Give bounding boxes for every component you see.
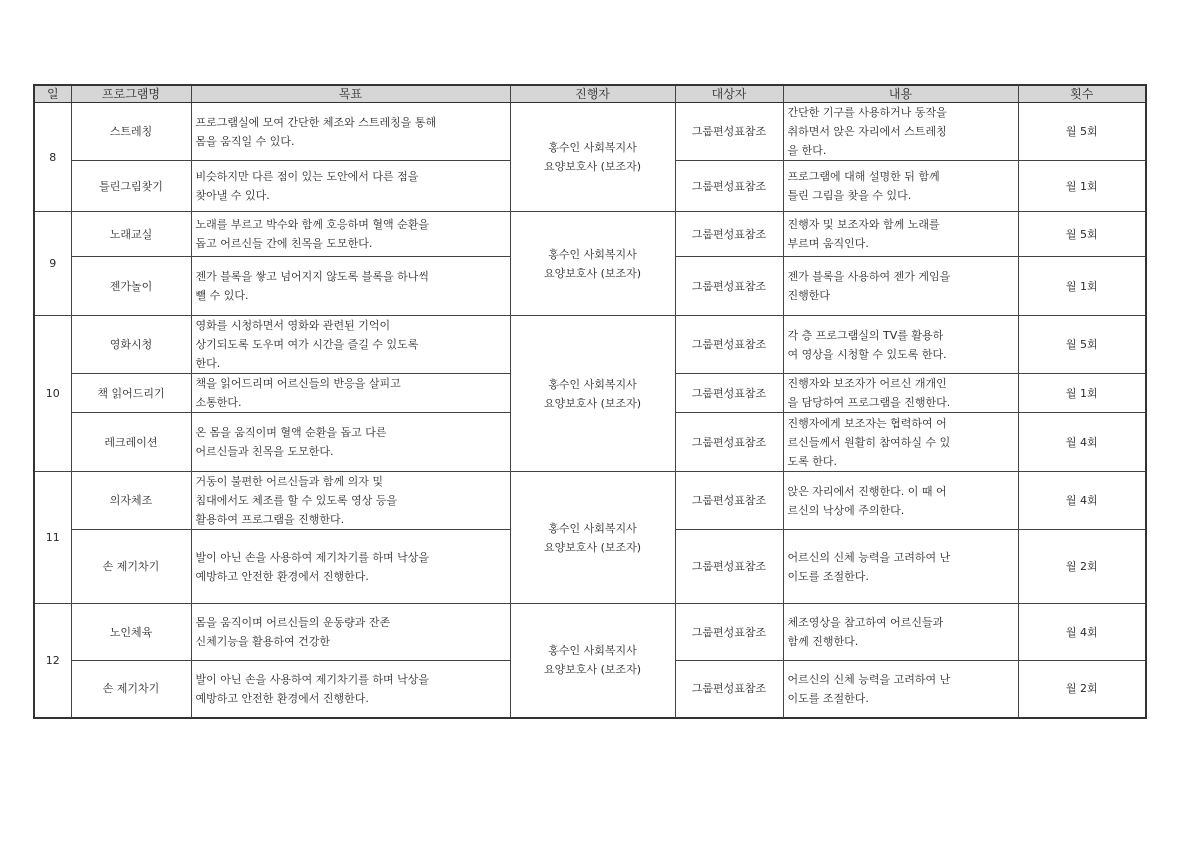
target-cell: 그룹편성표참조 — [675, 472, 783, 530]
header-row — [34, 85, 1146, 103]
day-cell: 10 — [34, 316, 71, 472]
target-cell: 그룹편성표참조 — [675, 604, 783, 661]
target-cell: 그룹편성표참조 — [675, 103, 783, 161]
target-cell: 그룹편성표참조 — [675, 413, 783, 472]
goal-cell: 프로그램실에 모여 간단한 체조와 스트레칭을 통해 몸을 움직일 수 있다. — [191, 103, 510, 161]
table-row — [34, 212, 1146, 257]
header-leader: 진행자 — [510, 85, 675, 103]
leader-cell: 홍수인 사회복지사 요양보호사 (보조자) — [510, 212, 675, 316]
content-cell: 진행자와 보조자가 어르신 개개인 을 담당하여 프로그램을 진행한다. — [783, 374, 1018, 413]
content-cell: 체조영상을 참고하여 어르신들과 함께 진행한다. — [783, 604, 1018, 661]
content-cell: 젠가 블록을 사용하여 젠가 게임을 진행한다 — [783, 257, 1018, 316]
program-cell: 레크레이션 — [71, 413, 191, 472]
count-cell: 월 5회 — [1018, 316, 1146, 374]
goal-cell: 발이 아닌 손을 사용하여 제기차기를 하며 낙상을 예방하고 안전한 환경에서 진행한다. — [191, 661, 510, 718]
count-cell: 월 5회 — [1018, 103, 1146, 161]
table-row — [34, 103, 1146, 161]
target-cell: 그룹편성표참조 — [675, 374, 783, 413]
target-cell: 그룹편성표참조 — [675, 530, 783, 604]
program-cell: 노래교실 — [71, 212, 191, 257]
target-cell: 그룹편성표참조 — [675, 212, 783, 257]
goal-cell: 영화를 시청하면서 영화와 관련된 기억이 상기되도록 도우며 여가 시간을 즐길 수 있도록 한다. — [191, 316, 510, 374]
header-target: 대상자 — [675, 85, 783, 103]
goal-cell: 젠가 블록을 쌓고 넘어지지 않도록 블록을 하나씩 뺄 수 있다. — [191, 257, 510, 316]
content-cell: 앉은 자리에서 진행한다. 이 때 어 르신의 낙상에 주의한다. — [783, 472, 1018, 530]
program-cell: 스트레칭 — [71, 103, 191, 161]
program-cell: 손 제기차기 — [71, 661, 191, 718]
count-cell: 월 1회 — [1018, 374, 1146, 413]
program-cell: 틀린그림찾기 — [71, 161, 191, 212]
count-cell: 월 4회 — [1018, 413, 1146, 472]
goal-cell: 몸을 움직이며 어르신들의 운동량과 잔존 신체기능을 활용하여 건강한 — [191, 604, 510, 661]
table-row — [34, 472, 1146, 530]
header-count: 횟수 — [1018, 85, 1146, 103]
count-cell: 월 2회 — [1018, 661, 1146, 718]
count-cell: 월 2회 — [1018, 530, 1146, 604]
target-cell: 그룹편성표참조 — [675, 661, 783, 718]
goal-cell: 거동이 불편한 어르신들과 함께 의자 및 침대에서도 체조를 할 수 있도록 영상 등을 활용하여 프로그램을 진행한다. — [191, 472, 510, 530]
target-cell: 그룹편성표참조 — [675, 257, 783, 316]
table-row — [34, 316, 1146, 374]
header-content: 내용 — [783, 85, 1018, 103]
header-goal: 목표 — [191, 85, 510, 103]
content-cell: 진행자에게 보조자는 협력하여 어 르신들께서 원활히 참여하실 수 있 도록 한다. — [783, 413, 1018, 472]
leader-cell: 홍수인 사회복지사 요양보호사 (보조자) — [510, 472, 675, 604]
program-cell: 의자체조 — [71, 472, 191, 530]
content-cell: 어르신의 신체 능력을 고려하여 난 이도를 조절한다. — [783, 530, 1018, 604]
content-cell: 각 층 프로그램실의 TV를 활용하 여 영상을 시청할 수 있도록 한다. — [783, 316, 1018, 374]
target-cell: 그룹편성표참조 — [675, 316, 783, 374]
program-cell: 손 제기차기 — [71, 530, 191, 604]
program-schedule-table — [33, 84, 1147, 719]
content-cell: 진행자 및 보조자와 함께 노래를 부르며 움직인다. — [783, 212, 1018, 257]
leader-cell: 홍수인 사회복지사 요양보호사 (보조자) — [510, 103, 675, 212]
goal-cell: 노래를 부르고 박수와 함께 호응하며 혈액 순환을 돕고 어르신들 간에 친목을 도모한다. — [191, 212, 510, 257]
target-cell: 그룹편성표참조 — [675, 161, 783, 212]
goal-cell: 책을 읽어드리며 어르신들의 반응을 살피고 소통한다. — [191, 374, 510, 413]
count-cell: 월 1회 — [1018, 161, 1146, 212]
header-day: 일 — [34, 85, 71, 103]
count-cell: 월 1회 — [1018, 257, 1146, 316]
day-cell: 9 — [34, 212, 71, 316]
count-cell: 월 4회 — [1018, 472, 1146, 530]
day-cell: 11 — [34, 472, 71, 604]
day-cell: 8 — [34, 103, 71, 212]
table-row — [34, 604, 1146, 661]
day-cell: 12 — [34, 604, 71, 718]
program-cell: 젠가놀이 — [71, 257, 191, 316]
content-cell: 어르신의 신체 능력을 고려하여 난 이도를 조절한다. — [783, 661, 1018, 718]
leader-cell: 홍수인 사회복지사 요양보호사 (보조자) — [510, 604, 675, 718]
goal-cell: 온 몸을 움직이며 혈액 순환을 돕고 다른 어르신들과 친목을 도모한다. — [191, 413, 510, 472]
program-cell: 노인체육 — [71, 604, 191, 661]
program-cell: 영화시청 — [71, 316, 191, 374]
goal-cell: 발이 아닌 손을 사용하여 제기차기를 하며 낙상을 예방하고 안전한 환경에서 진행한다. — [191, 530, 510, 604]
count-cell: 월 4회 — [1018, 604, 1146, 661]
leader-cell: 홍수인 사회복지사 요양보호사 (보조자) — [510, 316, 675, 472]
content-cell: 간단한 기구를 사용하거나 동작을 취하면서 앉은 자리에서 스트레칭 을 한다. — [783, 103, 1018, 161]
goal-cell: 비슷하지만 다른 점이 있는 도안에서 다른 점을 찾아낼 수 있다. — [191, 161, 510, 212]
program-cell: 책 읽어드리기 — [71, 374, 191, 413]
count-cell: 월 5회 — [1018, 212, 1146, 257]
content-cell: 프로그램에 대해 설명한 뒤 함께 틀린 그림을 찾을 수 있다. — [783, 161, 1018, 212]
header-program: 프로그램명 — [71, 85, 191, 103]
